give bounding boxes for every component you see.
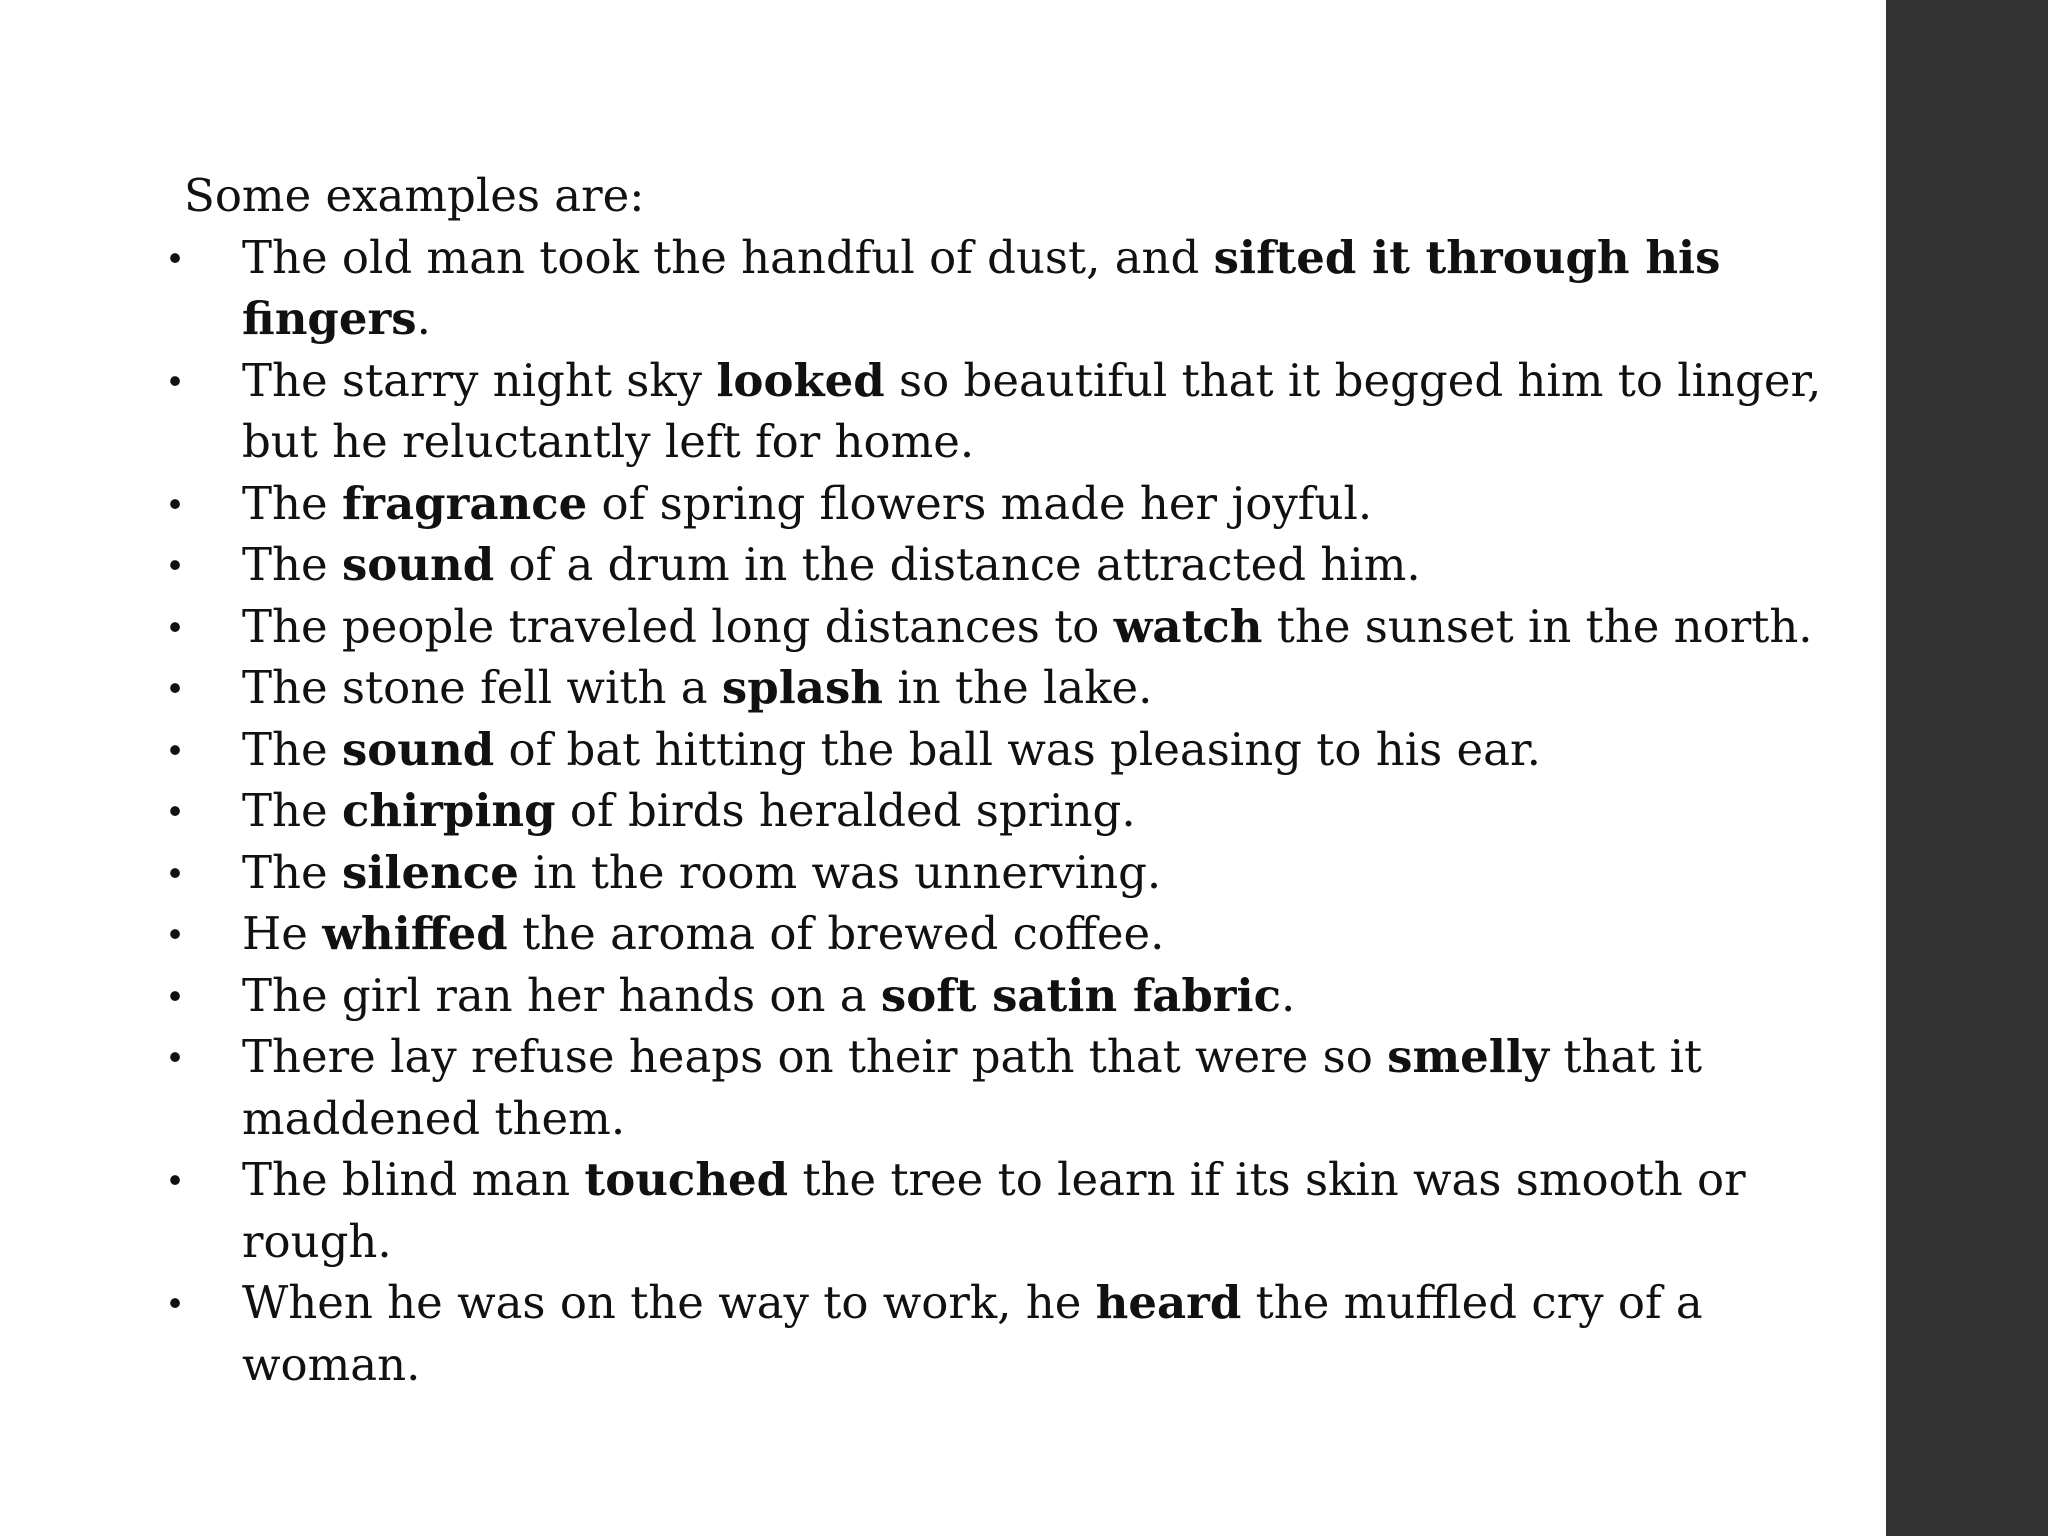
emphasized-text: watch [1113, 599, 1263, 653]
item-text: in the room was unnerving. [518, 845, 1162, 899]
emphasized-text: looked [716, 353, 885, 407]
item-text: The [242, 845, 342, 899]
bullet-icon: • [168, 851, 182, 893]
list-item [160, 1026, 1886, 1149]
list-item [160, 1272, 1886, 1395]
list-item [160, 719, 1886, 781]
list-item [160, 965, 1886, 1027]
bullet-icon: • [168, 913, 182, 954]
bullet-icon: • [168, 1036, 182, 1077]
list-item [160, 350, 1886, 473]
item-text: He [242, 907, 323, 960]
item-text: The [242, 722, 342, 776]
emphasized-text: silence [341, 845, 519, 899]
emphasized-text: soft satin fabric [880, 968, 1282, 1022]
list-item [160, 227, 1886, 350]
bullet-icon: • [168, 482, 182, 524]
emphasized-text: sound [341, 722, 495, 776]
item-text: The girl ran her hands on a [242, 968, 881, 1022]
item-text: . [1281, 968, 1296, 1022]
bullet-icon: • [168, 1282, 182, 1323]
item-text: so beautiful that it begged him to linger, but he reluctantly left for home. [242, 353, 1822, 468]
item-text: the aroma of brewed coffee. [507, 907, 1165, 960]
item-text: of a drum in the distance attracted him. [494, 538, 1421, 591]
list-item [160, 534, 1886, 596]
item-text: that it maddened them. [242, 1030, 1703, 1145]
item-text: the tree to learn if its skin was smooth or rough. [242, 1153, 1746, 1268]
side-panel [1886, 0, 2048, 1536]
item-text: The [242, 784, 342, 837]
emphasized-text: splash [721, 661, 884, 714]
list-item [160, 903, 1886, 965]
item-text: The [242, 538, 342, 591]
list-item [160, 473, 1886, 535]
item-text: The starry night sky [242, 353, 717, 407]
item-text: The blind man [242, 1153, 585, 1206]
emphasized-text: touched [584, 1153, 789, 1206]
item-text: The people traveled long distances to [242, 599, 1114, 653]
item-text: The [242, 476, 342, 530]
examples-list [160, 227, 1886, 1396]
emphasized-text: sifted it through his fingers [242, 230, 1721, 345]
emphasized-text: smelly [1387, 1030, 1550, 1083]
bullet-icon: • [168, 728, 182, 770]
list-item [160, 1149, 1886, 1272]
bullet-icon: • [168, 359, 182, 401]
item-text: The old man took the handful of dust, and [242, 230, 1214, 284]
bullet-icon: • [168, 236, 182, 278]
emphasized-text: fragrance [341, 476, 588, 530]
item-text: of spring flowers made her joyful. [587, 476, 1373, 530]
emphasized-text: whiffed [322, 907, 508, 960]
item-text: When he was on the way to work, he [242, 1276, 1096, 1329]
list-item [160, 780, 1886, 842]
item-text: in the lake. [883, 661, 1153, 714]
item-text: of birds heralded spring. [555, 784, 1136, 837]
emphasized-text: heard [1095, 1276, 1242, 1329]
emphasized-text: sound [341, 538, 495, 591]
bullet-icon: • [168, 605, 182, 647]
bullet-icon: • [168, 1159, 182, 1200]
slide-body [160, 165, 1886, 1395]
bullet-icon: • [168, 544, 182, 585]
list-item [160, 657, 1886, 719]
bullet-icon: • [168, 667, 182, 708]
bullet-icon: • [168, 790, 182, 831]
list-item [160, 596, 1886, 658]
item-text: of bat hitting the ball was pleasing to his ear. [494, 722, 1541, 776]
item-text: the muffled cry of a woman. [242, 1276, 1703, 1391]
item-text: There lay refuse heaps on their path that were so [242, 1030, 1388, 1083]
list-item [160, 842, 1886, 904]
emphasized-text: chirping [341, 784, 556, 837]
item-text: the sunset in the north. [1262, 599, 1813, 653]
intro-text: Some examples are: [184, 169, 645, 222]
bullet-icon: • [168, 974, 182, 1016]
item-text: . [416, 292, 431, 345]
item-text: The stone fell with a [242, 661, 722, 714]
